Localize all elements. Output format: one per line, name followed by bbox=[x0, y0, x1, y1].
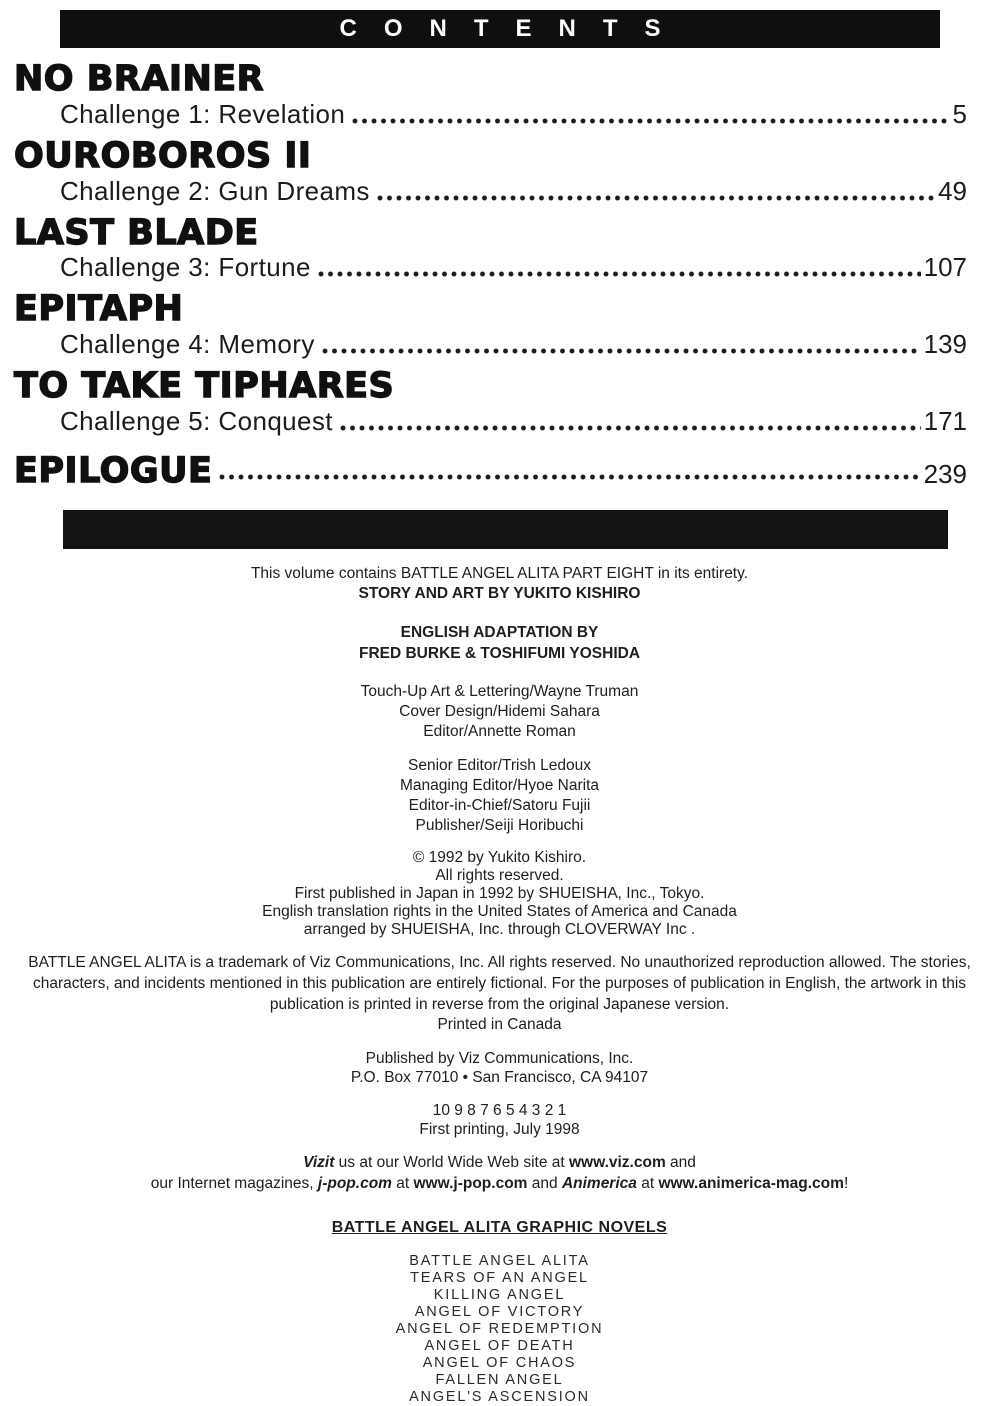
graphic-novels-heading: BATTLE ANGEL ALITA GRAPHIC NOVELS bbox=[331, 1218, 668, 1236]
website-line bbox=[0, 1173, 999, 1194]
graphic-novels-list bbox=[0, 1253, 999, 1406]
graphic-novel-title: ANGEL OF REDEMPTION bbox=[395, 1320, 604, 1337]
staff-credit-line: Cover Design/Hidemi Sahara bbox=[399, 702, 600, 720]
senior-staff-credit-group bbox=[0, 756, 999, 836]
staff-credit-group bbox=[0, 682, 999, 742]
graphic-novel-title: BATTLE ANGEL ALITA bbox=[409, 1252, 590, 1269]
website-text: and bbox=[527, 1174, 562, 1192]
toc-epilogue-row bbox=[0, 450, 999, 491]
website-emphasis: www.j-pop.com bbox=[413, 1174, 528, 1192]
graphic-novel-title: TEARS OF AN ANGEL bbox=[410, 1269, 589, 1286]
toc-entry bbox=[14, 212, 967, 284]
website-text: our Internet magazines, bbox=[150, 1174, 318, 1192]
website-text: ! bbox=[843, 1174, 849, 1192]
publisher-block bbox=[0, 1049, 999, 1087]
challenge-label: Challenge 3: Fortune bbox=[60, 252, 311, 283]
copyright-line: All rights reserved. bbox=[435, 866, 564, 884]
page-number: 171 bbox=[923, 405, 967, 436]
contents-header-bar bbox=[60, 10, 940, 48]
website-emphasis: Vizit bbox=[303, 1153, 335, 1171]
adaptation-credit-line: FRED BURKE & TOSHIFUMI YOSHIDA bbox=[358, 644, 641, 662]
senior-staff-credit-line: Managing Editor/Hyoe Narita bbox=[399, 776, 600, 794]
challenge-label: Challenge 4: Memory bbox=[60, 329, 315, 359]
chapter-title-epilogue: EPILOGUE bbox=[14, 450, 213, 491]
copyright-block bbox=[0, 849, 999, 939]
senior-staff-credit-line: Editor-in-Chief/Satoru Fujii bbox=[408, 796, 591, 814]
dot-leader bbox=[318, 271, 921, 277]
copyright-line: First published in Japan in 1992 by SHUEISHA, Inc., Tokyo. bbox=[294, 884, 705, 902]
copyright-line: arranged by SHUEISHA, Inc. through CLOVERWAY Inc . bbox=[303, 920, 696, 938]
toc-challenge-row bbox=[14, 176, 967, 207]
challenge-label: Challenge 5: Conquest bbox=[60, 405, 333, 436]
printed-in: Printed in Canada bbox=[437, 1015, 562, 1033]
dot-leader bbox=[322, 348, 921, 354]
story-art-credit: STORY AND ART BY YUKITO KISHIRO bbox=[358, 584, 641, 602]
page-number: 139 bbox=[923, 329, 967, 359]
toc-page bbox=[0, 10, 999, 1405]
staff-credit-line: Touch-Up Art & Lettering/Wayne Truman bbox=[360, 682, 639, 700]
section-divider-bar bbox=[63, 510, 948, 549]
graphic-novel-title: ANGEL'S ASCENSION bbox=[409, 1388, 590, 1405]
printing-line: 10 9 8 7 6 5 4 3 2 1 bbox=[432, 1101, 567, 1119]
publisher-line: Published by Viz Communications, Inc. bbox=[365, 1049, 634, 1067]
website-line bbox=[0, 1152, 999, 1173]
graphic-novel-title: ANGEL OF VICTORY bbox=[414, 1303, 585, 1320]
dot-leader bbox=[352, 118, 949, 124]
toc-entry bbox=[14, 61, 967, 130]
website-text: us at our World Wide Web site at bbox=[334, 1153, 569, 1171]
page-number: 107 bbox=[923, 252, 967, 283]
adaptation-credit-line: ENGLISH ADAPTATION BY bbox=[400, 623, 599, 641]
table-of-contents bbox=[0, 48, 999, 437]
chapter-title: NO BRAINER bbox=[14, 59, 265, 99]
adaptation-credit-group bbox=[0, 622, 999, 664]
website-emphasis: Animerica bbox=[561, 1174, 637, 1192]
website-text: at bbox=[636, 1174, 659, 1192]
senior-staff-credit-line: Publisher/Seiji Horibuchi bbox=[415, 816, 584, 834]
website-emphasis: j-pop.com bbox=[317, 1174, 392, 1192]
credits-section bbox=[0, 564, 999, 1406]
publisher-line: P.O. Box 77010 • San Francisco, CA 94107 bbox=[350, 1068, 649, 1086]
website-text: and bbox=[665, 1153, 696, 1171]
graphic-novel-title: ANGEL OF CHAOS bbox=[422, 1354, 577, 1371]
senior-staff-credit-line: Senior Editor/Trish Ledoux bbox=[408, 756, 591, 774]
copyright-line: © 1992 by Yukito Kishiro. bbox=[412, 848, 587, 866]
chapter-title: EPITAPH bbox=[14, 289, 184, 330]
toc-challenge-row bbox=[14, 406, 967, 437]
dot-leader bbox=[340, 425, 921, 431]
staff-credit-line: Editor/Annette Roman bbox=[423, 722, 576, 740]
graphic-novel-title: ANGEL OF DEATH bbox=[424, 1337, 575, 1354]
website-emphasis: www.animerica-mag.com bbox=[658, 1174, 844, 1192]
website-emphasis: www.viz.com bbox=[568, 1153, 666, 1171]
toc-challenge-row bbox=[14, 99, 967, 130]
page-number-epilogue: 239 bbox=[923, 458, 967, 489]
toc-entry bbox=[14, 135, 967, 207]
website-text: at bbox=[391, 1174, 414, 1192]
dot-leader bbox=[219, 474, 920, 480]
printing-line: First printing, July 1998 bbox=[419, 1120, 580, 1138]
graphic-novel-title: KILLING ANGEL bbox=[433, 1286, 566, 1303]
toc-challenge-row bbox=[14, 252, 967, 283]
page-number: 49 bbox=[938, 175, 967, 206]
page-number: 5 bbox=[952, 98, 967, 129]
graphic-novel-title: FALLEN ANGEL bbox=[435, 1371, 564, 1388]
challenge-label: Challenge 2: Gun Dreams bbox=[60, 175, 370, 206]
printing-block bbox=[0, 1101, 999, 1139]
trademark-paragraph: BATTLE ANGEL ALITA is a trademark of Viz Communications, Inc. All rights reserved. No unauthorized reproduction allowed. The stories, characters, and incidents mentioned in this publication are entirely fictional. For the purposes of publication in English, the artwork in this publication is printed in reverse from the original Japanese version. bbox=[28, 953, 971, 1013]
challenge-label: Challenge 1: Revelation bbox=[60, 98, 346, 129]
chapter-title: LAST BLADE bbox=[14, 212, 259, 253]
chapter-title: OUROBOROS II bbox=[14, 135, 312, 176]
toc-entry bbox=[14, 368, 967, 437]
toc-entry bbox=[14, 291, 967, 360]
contents-title: CONTENTS bbox=[339, 15, 688, 42]
website-block bbox=[0, 1152, 999, 1194]
chapter-title: TO TAKE TIPHARES bbox=[14, 366, 395, 406]
dot-leader bbox=[377, 195, 935, 201]
volume-note: This volume contains BATTLE ANGEL ALITA PART EIGHT in its entirety. bbox=[250, 564, 749, 582]
toc-challenge-row bbox=[14, 329, 967, 360]
copyright-line: English translation rights in the United States of America and Canada bbox=[262, 902, 737, 920]
